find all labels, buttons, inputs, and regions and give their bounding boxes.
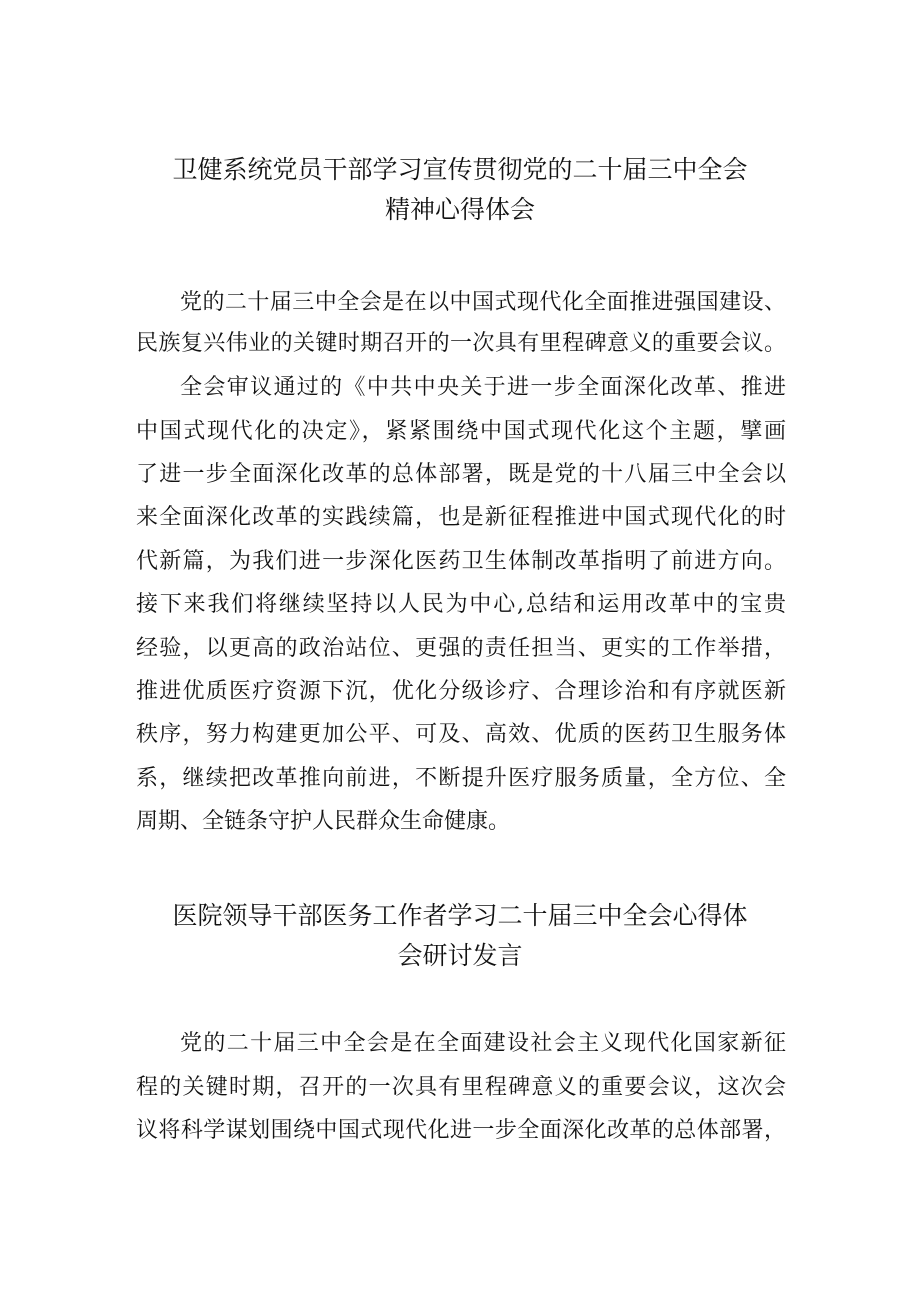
section2-title-line: 医院领导干部医务工作者学习二十届三中全会心得体 (172, 901, 748, 930)
section1-title (120, 150, 800, 230)
section1-paragraph-line: 全会审议通过的《中共中央关于进一步全面深化改革、推进 (180, 375, 786, 400)
section1-paragraph-line: 来全面深化改革的实践续篇，也是新征程推进中国式现代化的时 (136, 505, 786, 530)
section2-paragraph-line: 党的二十届三中全会是在全面建设社会主义现代化国家新征 (180, 1031, 786, 1056)
section1-paragraph-line: 了进一步全面深化改革的总体部署，既是党的十八届三中全会以 (136, 462, 786, 487)
section1-paragraph-line: 民族复兴伟业的关键时期召开的一次具有里程碑意义的重要会议。 (136, 331, 786, 356)
section1-paragraph-line: 中国式现代化的决定》，紧紧围绕中国式现代化这个主题，擘画 (136, 419, 786, 444)
section2-paragraph-line: 议将科学谋划围绕中国式现代化进一步全面深化改革的总体部署， (136, 1118, 786, 1143)
section2-title (120, 896, 800, 976)
section1-title-line: 卫健系统党员干部学习宣传贯彻党的二十届三中全会 (172, 155, 748, 184)
section2-paragraph-line: 程的关键时期，召开的一次具有里程碑意义的重要会议，这次会 (136, 1075, 786, 1100)
section1-paragraph-line: 秩序，努力构建更加公平、可及、高效、优质的医药卫生服务体 (136, 722, 786, 747)
section1-paragraph-line: 代新篇，为我们进一步深化医药卫生体制改革指明了前进方向。 (136, 549, 786, 574)
section2-title-line: 会研讨发言 (397, 941, 523, 970)
section1-paragraph-line: 接下来我们将继续坚持以人民为中心,总结和运用改革中的宝贵 (136, 592, 786, 617)
section1-paragraph-line: 党的二十届三中全会是在以中国式现代化全面推进强国建设、 (180, 290, 786, 315)
section1-paragraph-line: 周期、全链条守护人民群众生命健康。 (136, 809, 511, 834)
section1-title-line: 精神心得体会 (384, 195, 535, 224)
section1-paragraph-line: 系，继续把改革推向前进，不断提升医疗服务质量，全方位、全 (136, 766, 786, 791)
section1-paragraph-line: 经验，以更高的政治站位、更强的责任担当、更实的工作举措， (136, 636, 786, 661)
section1-paragraph-line: 推进优质医疗资源下沉，优化分级诊疗、合理诊治和有序就医新 (136, 679, 786, 704)
